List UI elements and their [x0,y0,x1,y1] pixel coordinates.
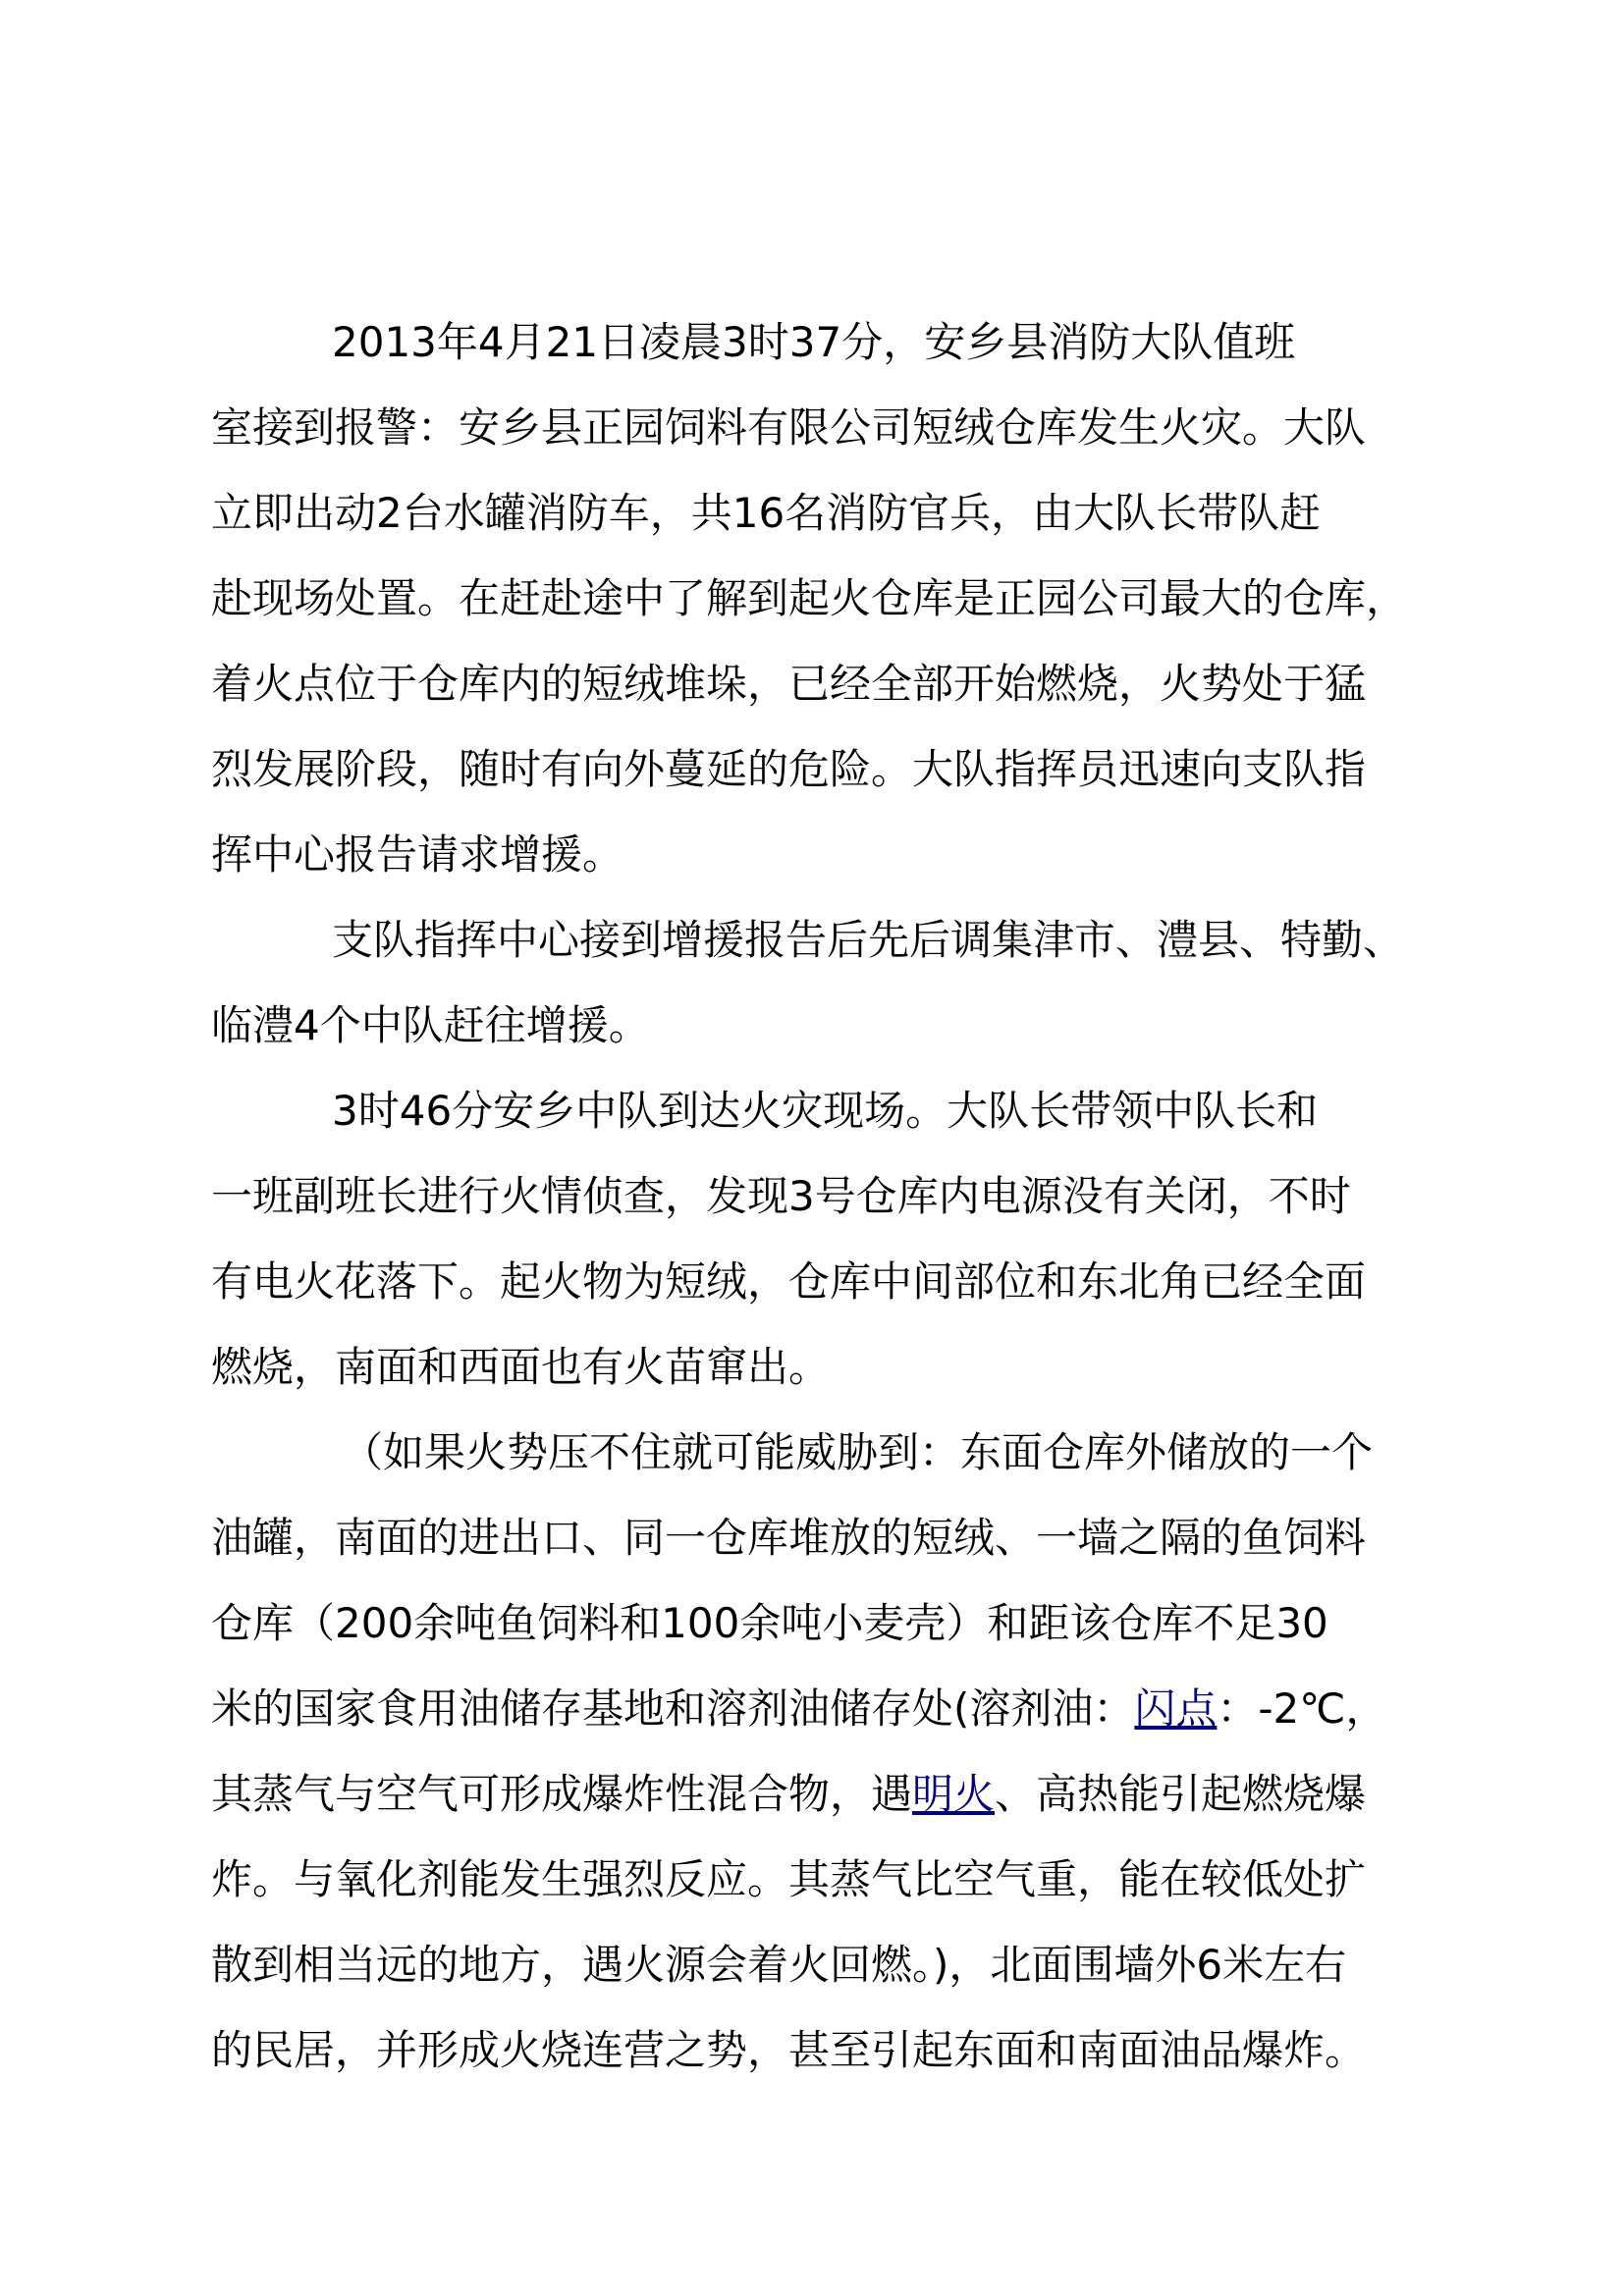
text-span: （如果火势压不住就可能威胁到：东面仓库外储放的一个 [342,1428,1374,1476]
text-span: 2013年4月21日凌晨3时37分，安乡县消防大队值班 [332,318,1296,366]
paragraph-1-line [211,726,1429,812]
text-span: 米的国家食用油储存基地和溶剂油储存处(溶剂油： [211,1684,1135,1733]
text-span: 3时46分安乡中队到达火灾现场。大队长带领中队长和 [332,1087,1319,1135]
text-span: ：-2℃， [1217,1684,1387,1733]
text-span: 有电火花落下。起火物为短绒，仓库中间部位和东北角已经全面 [211,1257,1367,1306]
text-span: 挥中心报告请求增援。 [211,830,624,879]
paragraph-4-line [211,1837,1429,1922]
paragraph-1-line [211,556,1429,641]
text-span: 、高热能引起燃烧爆 [995,1770,1367,1818]
document-body [211,299,1429,2093]
text-span: 的民居，并形成火烧连营之势，甚至引起东面和南面油品爆炸。 [211,2026,1367,2074]
paragraph-4-line [211,1410,1429,1495]
text-span: 炸。与氧化剂能发生强烈反应。其蒸气比空气重，能在较低处扩 [211,1855,1367,1903]
paragraph-4-line [211,1495,1429,1580]
text-span: 燃烧，南面和西面也有火苗窜出。 [211,1343,831,1391]
paragraph-3-line [211,1068,1429,1153]
text-span: 散到相当远的地方，遇火源会着火回燃。)，北面围墙外6米左右 [211,1941,1347,1989]
text-span: 其蒸气与空气可形成爆炸性混合物，遇 [211,1770,913,1818]
text-span: 室接到报警：安乡县正园饲料有限公司短绒仓库发生火灾。大队 [211,403,1367,452]
paragraph-4-line [211,1922,1429,2007]
paragraph-2-line [211,983,1429,1068]
paragraph-4-line [211,1580,1429,1666]
paragraph-3-line [211,1153,1429,1239]
paragraph-1-line [211,299,1429,385]
text-span: 仓库（200余吨鱼饲料和100余吨小麦壳）和距该仓库不足30 [211,1599,1328,1647]
paragraph-4-line [211,2007,1429,2093]
paragraph-3-line [211,1239,1429,1324]
text-span: 着火点位于仓库内的短绒堆垛，已经全部开始燃烧，火势处于猛 [211,660,1367,708]
paragraph-3-line [211,1324,1429,1410]
paragraph-1-line [211,385,1429,470]
text-span: 赴现场处置。在赶赴途中了解到起火仓库是正园公司最大的仓库， [211,574,1408,622]
text-span: 一班副班长进行火情侦查，发现3号仓库内电源没有关闭，不时 [211,1172,1351,1220]
text-span: 立即出动2台水罐消防车，共16名消防官兵，由大队长带队赶 [211,489,1322,537]
paragraph-4-line [211,1666,1429,1751]
paragraph-4-line [211,1751,1429,1837]
paragraph-2-line [211,897,1429,983]
paragraph-1-line [211,470,1429,556]
paragraph-1-line [211,641,1429,726]
hyperlink[interactable]: 明火 [912,1770,996,1818]
text-span: 烈发展阶段，随时有向外蔓延的危险。大队指挥员迅速向支队指 [211,745,1367,793]
hyperlink[interactable]: 闪点 [1134,1684,1218,1733]
text-span: 油罐，南面的进出口、同一仓库堆放的短绒、一墙之隔的鱼饲料 [211,1514,1367,1562]
text-span: 临澧4个中队赶往增援。 [211,1001,650,1049]
text-span: 支队指挥中心接到增援报告后先后调集津市、澧县、特勤、 [332,916,1405,964]
paragraph-1-line [211,812,1429,897]
